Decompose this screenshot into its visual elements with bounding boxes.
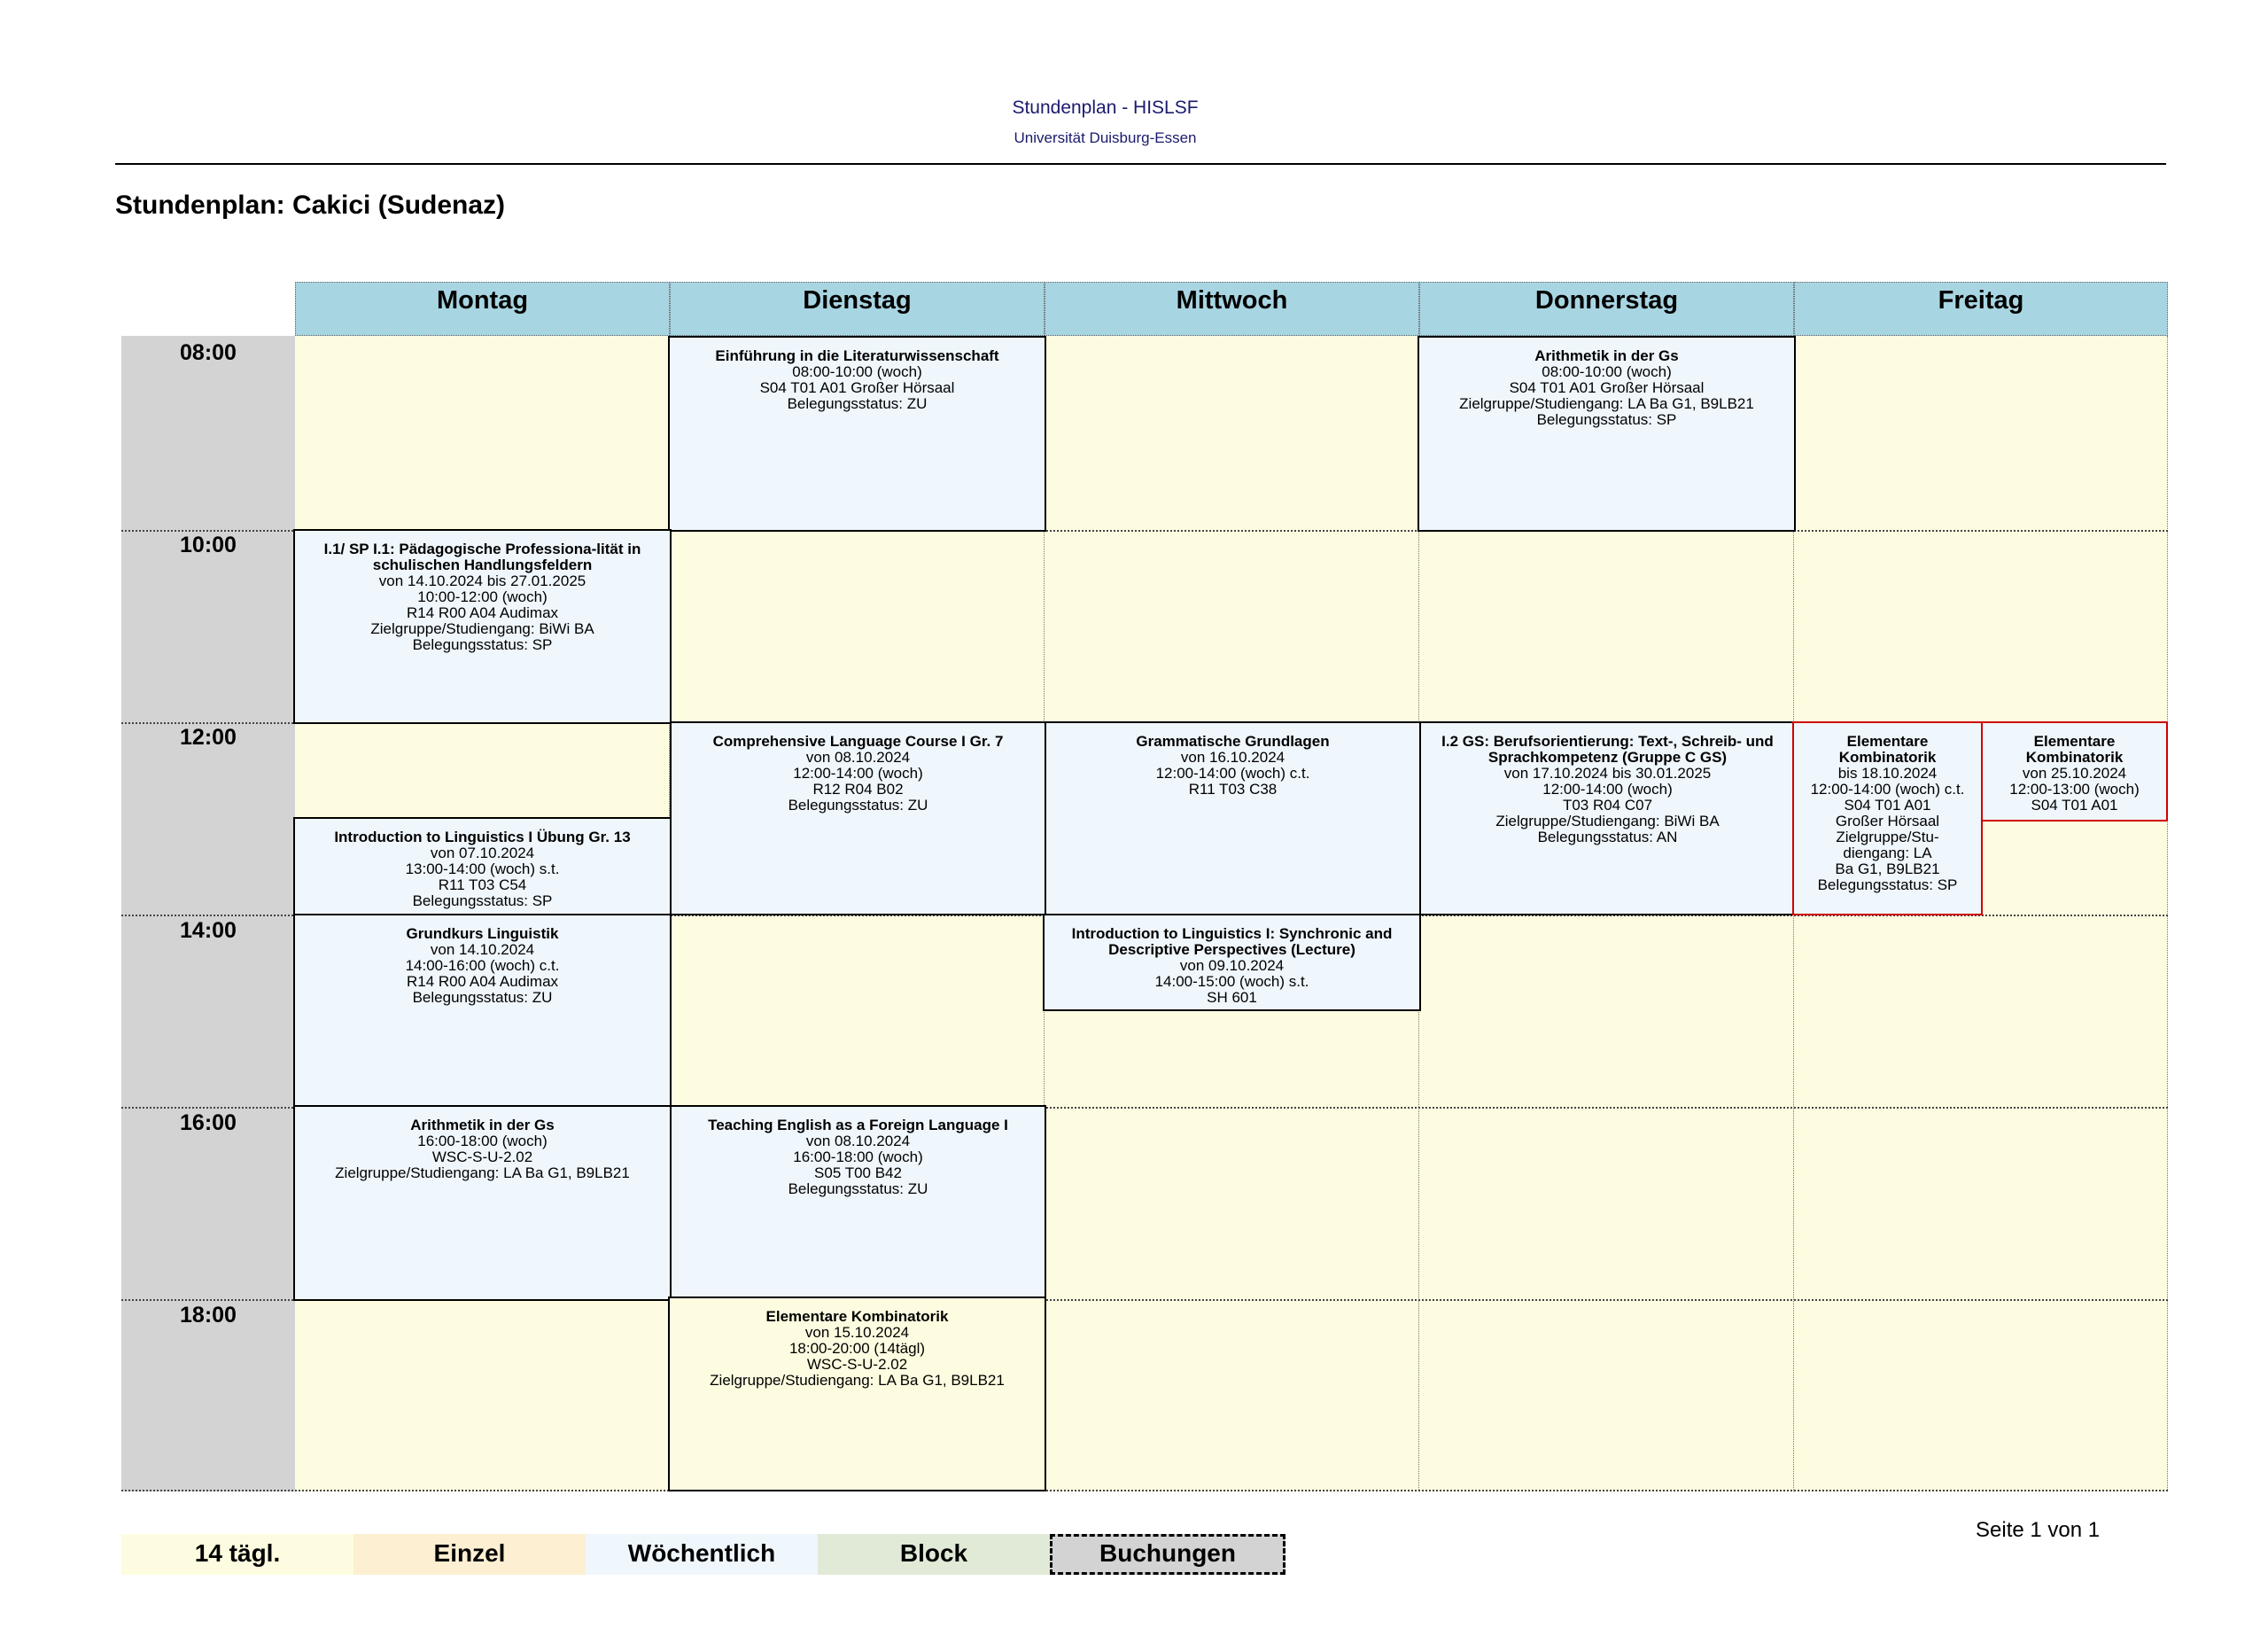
- event-line: WSC-S-U-2.02: [806, 1356, 908, 1373]
- event-line: T03 R04 C07: [1562, 797, 1653, 814]
- header-university: Universität Duisburg-Essen: [1014, 129, 1197, 146]
- event-arithmetik-do[interactable]: [1418, 336, 1796, 532]
- event-line: von 16.10.2024: [1180, 749, 1285, 766]
- event-line: 16:00-18:00 (woch): [793, 1149, 923, 1165]
- time-label: 18:00: [180, 1303, 237, 1328]
- event-line: Zielgruppe/Studiengang: BiWi BA: [370, 620, 594, 637]
- event-introduction-linguistics-uebung[interactable]: [293, 817, 672, 915]
- event-line: R11 T03 C38: [1188, 781, 1278, 798]
- event-line: 12:00-14:00 (woch) c.t.: [1155, 765, 1310, 782]
- event-line: SH 601: [1207, 989, 1257, 1006]
- event-line: von 07.10.2024: [430, 845, 535, 861]
- event-line: Belegungsstatus: ZU: [787, 395, 928, 412]
- event-line: von 09.10.2024: [1179, 957, 1285, 974]
- day-header-montag: Montag: [295, 282, 670, 336]
- event-line: S04 T01 A01 Großer Hörsaal: [759, 379, 955, 396]
- event-introduction-linguistics-lecture[interactable]: [1043, 914, 1421, 1011]
- event-line: bis 18.10.2024: [1837, 765, 1938, 782]
- hour-separator: [121, 1490, 2168, 1491]
- legend-block: Block: [818, 1534, 1050, 1575]
- day-header-donnerstag: Donnerstag: [1419, 282, 1794, 336]
- legend-einzel: Einzel: [353, 1534, 586, 1575]
- event-line: R14 R00 A04 Audimax: [406, 604, 559, 621]
- event-title: Arithmetik in der Gs: [1534, 347, 1679, 364]
- event-line: von 08.10.2024: [805, 1133, 911, 1149]
- event-line: 16:00-18:00 (woch): [417, 1133, 548, 1149]
- event-line: Belegungsstatus: AN: [1537, 829, 1678, 845]
- event-title: Elementare Kombinatorik: [2025, 733, 2124, 766]
- event-title: Einführung in die Literaturwissenschaft: [715, 347, 999, 364]
- event-berufsorientierung[interactable]: [1419, 721, 1796, 915]
- legend-buchungen: Buchungen: [1050, 1534, 1285, 1575]
- event-line: 12:00-14:00 (woch): [793, 765, 923, 782]
- event-line: 18:00-20:00 (14tägl): [788, 1340, 926, 1357]
- event-line: WSC-S-U-2.02: [431, 1149, 533, 1165]
- event-title: Teaching English as a Foreign Language I: [708, 1117, 1008, 1133]
- event-line: Zielgruppe/Studiengang: BiWi BA: [1495, 813, 1720, 829]
- header-rule: [115, 163, 2166, 165]
- time-label: 16:00: [180, 1110, 237, 1135]
- event-line: Zielgruppe/Studiengang: LA Ba G1, B9LB21: [710, 1372, 1005, 1389]
- event-paedagogische-professionalitaet[interactable]: [293, 529, 672, 724]
- day-header-freitag: Freitag: [1794, 282, 2168, 336]
- event-line: Belegungsstatus: SP: [412, 636, 553, 653]
- event-literaturwissenschaft[interactable]: [668, 336, 1046, 532]
- event-line: R12 R04 B02: [812, 781, 904, 798]
- event-line: von 14.10.2024 bis 27.01.2025: [378, 572, 586, 589]
- event-line: von 08.10.2024: [805, 749, 911, 766]
- event-line: Belegungsstatus: ZU: [788, 797, 928, 814]
- event-title: Grundkurs Linguistik: [406, 925, 559, 942]
- legend-woechentlich: Wöchentlich: [586, 1534, 818, 1575]
- event-line: Großer Hörsaal: [1835, 813, 1940, 829]
- event-line: 14:00-16:00 (woch) c.t.: [405, 957, 560, 974]
- event-line: Zielgruppe/Studiengang: LA Ba G1, B9LB21: [335, 1164, 630, 1181]
- event-line: Zielgruppe/Studiengang: LA Ba G1, B9LB21: [1459, 395, 1754, 412]
- event-title: Comprehensive Language Course I Gr. 7: [712, 733, 1004, 750]
- event-title: Elementare Kombinatorik: [765, 1308, 949, 1325]
- event-line: Belegungsstatus: ZU: [412, 989, 553, 1006]
- event-line: Belegungsstatus: SP: [1536, 411, 1677, 428]
- day-header-dienstag: Dienstag: [670, 282, 1045, 336]
- event-line: von 17.10.2024 bis 30.01.2025: [1503, 765, 1712, 782]
- event-title: Introduction to Linguistics I: Synchronic and Descriptive Perspectives (Lecture): [1071, 925, 1393, 958]
- event-title: Grammatische Grundlagen: [1136, 733, 1330, 750]
- event-line: R11 T03 C54: [438, 876, 527, 893]
- event-comprehensive-language-course[interactable]: [670, 721, 1046, 915]
- event-arithmetik-mo[interactable]: [293, 1105, 672, 1301]
- timetable-grid: [121, 282, 2168, 1491]
- legend-14taegl: 14 tägl.: [121, 1534, 353, 1575]
- event-line: diengang: LA: [1843, 845, 1932, 861]
- time-label: 14:00: [180, 918, 237, 943]
- event-title: Arithmetik in der Gs: [410, 1117, 555, 1133]
- event-line: 08:00-10:00 (woch): [792, 363, 922, 380]
- event-line: S05 T00 B42: [814, 1164, 902, 1181]
- event-teaching-english[interactable]: [670, 1105, 1046, 1299]
- event-line: 12:00-13:00 (woch): [2009, 781, 2140, 798]
- event-title: Introduction to Linguistics I Übung Gr. 13: [334, 829, 631, 845]
- event-line: S04 T01 A01: [2031, 797, 2118, 814]
- event-line: von 14.10.2024: [430, 941, 535, 958]
- day-header-mittwoch: Mittwoch: [1045, 282, 1419, 336]
- event-elementare-kombinatorik-di[interactable]: [668, 1296, 1046, 1491]
- event-line: S04 T01 A01: [1844, 797, 1931, 814]
- event-line: von 15.10.2024: [804, 1324, 910, 1341]
- event-title: I.1/ SP I.1: Pädagogische Professiona-lität in schulischen Handlungsfeldern: [323, 541, 641, 573]
- page-title: Stundenplan: Cakici (Sudenaz): [115, 191, 506, 220]
- header-title: Stundenplan - HISLSF: [1012, 97, 1199, 118]
- event-line: 14:00-15:00 (woch) s.t.: [1154, 973, 1309, 990]
- event-line: 08:00-10:00 (woch): [1542, 363, 1672, 380]
- event-elementare-kombinatorik-fr-2[interactable]: [1981, 721, 2168, 822]
- event-line: 12:00-14:00 (woch): [1542, 781, 1673, 798]
- event-line: R14 R00 A04 Audimax: [406, 973, 559, 990]
- event-line: S04 T01 A01 Großer Hörsaal: [1509, 379, 1705, 396]
- event-elementare-kombinatorik-fr-1[interactable]: [1792, 721, 1983, 915]
- event-line: 12:00-14:00 (woch) c.t.: [1810, 781, 1965, 798]
- event-line: Belegungsstatus: SP: [412, 892, 553, 909]
- page-number: Seite 1 von 1: [1976, 1518, 2101, 1542]
- event-line: 13:00-14:00 (woch) s.t.: [405, 860, 560, 877]
- event-line: Belegungsstatus: ZU: [788, 1180, 928, 1197]
- event-line: Belegungsstatus: SP: [1817, 876, 1958, 893]
- event-title: I.2 GS: Berufsorientierung: Text-, Schreib- und Sprachkompetenz (Gruppe C GS): [1441, 733, 1774, 766]
- time-label: 08:00: [180, 340, 237, 365]
- event-line: 10:00-12:00 (woch): [417, 588, 548, 605]
- event-grundkurs-linguistik[interactable]: [293, 914, 672, 1109]
- event-line: Ba G1, B9LB21: [1835, 860, 1940, 877]
- event-grammatische-grundlagen[interactable]: [1045, 721, 1421, 915]
- time-label: 12:00: [180, 725, 237, 750]
- event-title: Elementare Kombinatorik: [1838, 733, 1937, 766]
- event-line: Zielgruppe/Stu-: [1836, 829, 1939, 845]
- event-line: von 25.10.2024: [2022, 765, 2127, 782]
- time-label: 10:00: [180, 533, 237, 557]
